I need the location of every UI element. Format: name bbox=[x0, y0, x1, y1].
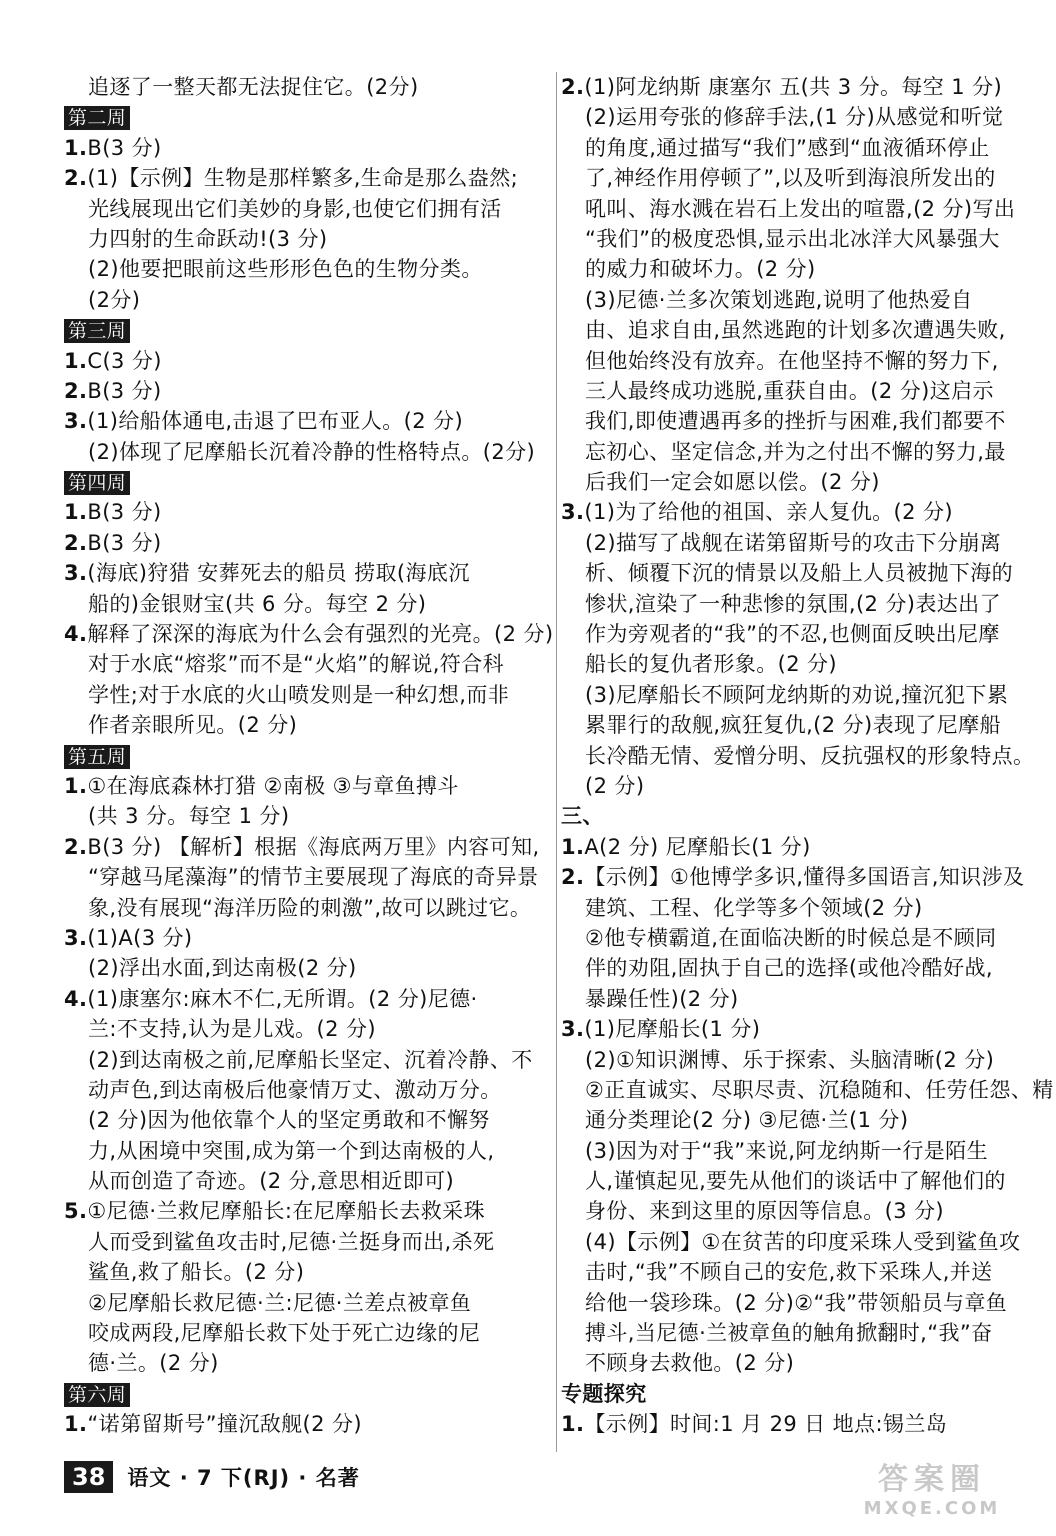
answer-text: 了,神经作用停顿了”,以及听到海浪所发出的 bbox=[585, 166, 996, 191]
answer-text: (2)到达南极之前,尼摩船长坚定、沉着冷静、不 bbox=[88, 1047, 533, 1072]
answer-text: B(3 分) bbox=[87, 135, 162, 160]
question-number: 1. bbox=[64, 348, 88, 373]
answer-text: 惨状,渲染了一种悲惨的氛围,(2 分)表达出了 bbox=[585, 591, 1001, 616]
answer-line bbox=[561, 1348, 1041, 1378]
answer-line bbox=[64, 923, 544, 953]
answer-line bbox=[561, 619, 1041, 649]
week-label: 第四周 bbox=[64, 471, 130, 495]
answer-line bbox=[561, 1166, 1041, 1196]
answer-text: ①在海底森林打猎 ②南极 ③与章鱼搏斗 bbox=[87, 773, 459, 798]
answer-text: 从而创造了奇迹。(2 分,意思相近即可) bbox=[88, 1169, 455, 1194]
answer-line bbox=[561, 254, 1041, 284]
answer-line bbox=[64, 224, 544, 254]
answer-text: ①尼德·兰救尼摩船长:在尼摩船长去救采珠 bbox=[87, 1199, 485, 1224]
answer-text: 学性;对于水底的火山喷发则是一种幻想,而非 bbox=[88, 682, 510, 707]
question-number: 1. bbox=[64, 500, 88, 525]
answer-text: 后我们一定会如愿以偿。(2 分) bbox=[585, 470, 880, 495]
answer-text: (2)他要把眼前这些形形色色的生物分类。 bbox=[88, 257, 483, 282]
week-heading bbox=[64, 467, 544, 497]
answer-line bbox=[64, 1257, 544, 1287]
answer-text: (3)尼摩船长不顾阿龙纳斯的劝说,撞沉犯下累 bbox=[585, 682, 1009, 707]
answer-line bbox=[64, 1196, 544, 1226]
answer-text: B(3 分) 【解析】根据《海底两万里》内容可知, bbox=[87, 834, 540, 859]
answer-text: 我们,即使遭遇再多的挫折与困难,我们都要不 bbox=[585, 409, 1006, 434]
right-column bbox=[556, 72, 1054, 1452]
answer-text: 通分类理论(2 分) ③尼德·兰(1 分) bbox=[585, 1108, 909, 1133]
answer-text: 咬成两段,尼摩船长救下处于死亡边缘的尼 bbox=[88, 1321, 481, 1346]
answer-text: (2)浮出水面,到达南极(2 分) bbox=[88, 956, 357, 981]
answer-line bbox=[561, 437, 1041, 467]
question-number: 3. bbox=[561, 1017, 585, 1042]
answer-text: (2 分) bbox=[585, 773, 645, 798]
answer-text: 对于水底“熔浆”而不是“火焰”的解说,符合科 bbox=[88, 652, 504, 677]
answer-line bbox=[64, 406, 544, 436]
answer-line bbox=[561, 346, 1041, 376]
answer-line bbox=[561, 315, 1041, 345]
answer-text: ②他专横霸道,在面临决断的时候总是不顾同 bbox=[585, 925, 997, 950]
answer-line bbox=[561, 72, 1041, 102]
question-number: 4. bbox=[64, 986, 88, 1011]
answer-text: 力四射的生命跃动!(3 分) bbox=[88, 226, 328, 251]
answer-text: 三人最终成功逃脱,重获自由。(2 分)这启示 bbox=[585, 378, 994, 403]
answer-line bbox=[561, 1196, 1041, 1226]
answer-line bbox=[561, 1318, 1041, 1348]
answer-text: 建筑、工程、化学等多个领域(2 分) bbox=[585, 895, 923, 920]
answer-line bbox=[64, 649, 544, 679]
answer-line bbox=[561, 497, 1041, 527]
section-heading: 专题探究 bbox=[561, 1381, 647, 1406]
answer-text: 作为旁观者的“我”的不忍,也侧面反映出尼摩 bbox=[585, 622, 1000, 647]
section-heading: 三、 bbox=[561, 804, 604, 829]
answer-line bbox=[64, 285, 544, 315]
week-heading bbox=[64, 315, 544, 345]
answer-line bbox=[64, 1045, 544, 1075]
question-number: 1. bbox=[561, 834, 585, 859]
answer-text: 人而受到鲨鱼攻击时,尼德·兰挺身而出,杀死 bbox=[88, 1229, 495, 1254]
answer-text: 【示例】时间:1 月 29 日 地点:锡兰岛 bbox=[584, 1412, 948, 1437]
page-footer bbox=[64, 1460, 360, 1494]
answer-line bbox=[561, 163, 1041, 193]
answer-line bbox=[64, 1014, 544, 1044]
answer-line bbox=[64, 1075, 544, 1105]
answer-line bbox=[561, 589, 1041, 619]
answer-line bbox=[64, 589, 544, 619]
answer-text: 鲨鱼,救了船长。(2 分) bbox=[88, 1260, 305, 1285]
watermark-logo bbox=[832, 1462, 1032, 1532]
answer-line bbox=[64, 1318, 544, 1348]
answer-text: 伴的劝阻,固执于自己的选择(或他冷酷好战, bbox=[585, 956, 993, 981]
answer-line bbox=[561, 1014, 1041, 1044]
answer-text: 象,没有展现“海洋历险的刺激”,故可以跳过它。 bbox=[88, 895, 532, 920]
question-number: 3. bbox=[561, 500, 585, 525]
answer-line bbox=[64, 1105, 544, 1135]
answer-line bbox=[561, 1105, 1041, 1135]
answer-text: (3)尼德·兰多次策划逃跑,说明了他热爱自 bbox=[585, 287, 973, 312]
answer-line bbox=[561, 224, 1041, 254]
answer-text: (2)运用夸张的修辞手法,(1 分)从感觉和听觉 bbox=[585, 105, 1004, 130]
answer-line bbox=[64, 710, 544, 740]
answer-text: (共 3 分。每空 1 分) bbox=[88, 804, 290, 829]
week-heading bbox=[64, 741, 544, 771]
left-column bbox=[64, 72, 554, 1440]
answer-line bbox=[561, 1075, 1054, 1105]
question-number: 1. bbox=[64, 773, 88, 798]
watermark-text: 答案圈 bbox=[878, 1462, 986, 1497]
answer-text: 解释了深深的海底为什么会有强烈的光亮。(2 分) bbox=[87, 622, 554, 647]
answer-text: “诺第留斯号”撞沉敌舰(2 分) bbox=[87, 1412, 362, 1437]
answer-text: 的威力和破坏力。(2 分) bbox=[585, 257, 816, 282]
answer-line bbox=[64, 254, 544, 284]
week-heading bbox=[64, 102, 544, 132]
answer-text: (1)阿龙纳斯 康塞尔 五(共 3 分。每空 1 分) bbox=[584, 75, 1003, 99]
answer-line bbox=[64, 194, 544, 224]
answer-text: 累罪行的敌舰,疯狂复仇,(2 分)表现了尼摩船 bbox=[585, 713, 1001, 738]
answer-line bbox=[561, 467, 1041, 497]
answer-line bbox=[64, 1288, 544, 1318]
answer-text: 长冷酷无情、爱憎分明、反抗强权的形象特点。 bbox=[585, 743, 1035, 768]
answer-line bbox=[561, 194, 1041, 224]
page-number: 38 bbox=[64, 1461, 113, 1493]
answer-line bbox=[64, 528, 544, 558]
answer-line bbox=[561, 376, 1041, 406]
answer-line bbox=[64, 497, 544, 527]
answer-text: (海底)狩猎 安葬死去的船员 捞取(海底沉 bbox=[87, 561, 470, 586]
answer-line bbox=[561, 771, 1041, 801]
answer-text: 击时,“我”不顾自己的安危,救下采珠人,并送 bbox=[585, 1260, 993, 1285]
answer-text: ②尼摩船长救尼德·兰:尼德·兰差点被章鱼 bbox=[88, 1290, 472, 1315]
answer-line bbox=[64, 1166, 544, 1196]
answer-text: (2)描写了战舰在诺第留斯号的攻击下分崩离 bbox=[585, 530, 1002, 555]
answer-text: (1)【示例】生物是那样繁多,生命是那么盎然; bbox=[87, 166, 519, 191]
answer-line bbox=[561, 285, 1041, 315]
answer-text: A(2 分) 尼摩船长(1 分) bbox=[584, 834, 811, 859]
answer-line bbox=[561, 406, 1041, 436]
answer-line bbox=[561, 862, 1041, 892]
question-number: 5. bbox=[64, 1199, 88, 1224]
answer-text: (2 分)因为他依靠个人的坚定勇敢和不懈努 bbox=[88, 1108, 490, 1133]
watermark-url: MXQE.COM bbox=[863, 1498, 1001, 1519]
answer-line bbox=[64, 376, 544, 406]
answer-text: (2分) bbox=[88, 287, 141, 312]
answer-text: (1)康塞尔:麻木不仁,无所谓。(2 分)尼德· bbox=[87, 986, 478, 1011]
answer-text: 【示例】①他博学多识,懂得多国语言,知识涉及 bbox=[584, 865, 1025, 890]
answer-line bbox=[561, 1227, 1041, 1257]
book-title: 语文 · 7 下(RJ) · 名著 bbox=[127, 1466, 360, 1490]
answer-line bbox=[64, 558, 544, 588]
week-label: 第三周 bbox=[64, 319, 130, 343]
answer-line bbox=[561, 528, 1041, 558]
answer-line bbox=[64, 862, 544, 892]
question-number: 1. bbox=[64, 135, 88, 160]
answer-text: C(3 分) bbox=[87, 348, 162, 373]
answer-line bbox=[561, 102, 1041, 132]
answer-text: 追逐了一整天都无法捉住它。(2分) bbox=[88, 75, 419, 99]
answer-line bbox=[64, 893, 544, 923]
answer-line bbox=[561, 923, 1041, 953]
answer-line bbox=[64, 619, 554, 649]
question-number: 4. bbox=[64, 622, 88, 647]
answer-line bbox=[64, 163, 544, 193]
question-number: 2. bbox=[561, 75, 585, 99]
question-number: 1. bbox=[561, 1412, 585, 1437]
answer-line bbox=[64, 953, 544, 983]
answer-line bbox=[561, 1257, 1041, 1287]
answer-line bbox=[64, 832, 544, 862]
answer-line bbox=[64, 1348, 544, 1378]
answer-line bbox=[64, 1409, 544, 1439]
answer-line bbox=[561, 558, 1041, 588]
answer-line bbox=[561, 984, 1041, 1014]
answer-line bbox=[64, 801, 544, 831]
question-number: 2. bbox=[64, 530, 88, 555]
answer-line bbox=[561, 1136, 1041, 1166]
answer-text: 兰:不支持,认为是儿戏。(2 分) bbox=[88, 1017, 376, 1042]
answer-line bbox=[561, 893, 1041, 923]
answer-text: 作者亲眼所见。(2 分) bbox=[88, 713, 298, 738]
answer-text: 船的)金银财宝(共 6 分。每空 2 分) bbox=[88, 591, 427, 616]
week-heading bbox=[64, 1379, 544, 1409]
answer-text: ②正直诚实、尽职尽责、沉稳随和、任劳任怨、精 bbox=[585, 1077, 1054, 1102]
answer-text: 析、倾覆下沉的情景以及船上人员被抛下海的 bbox=[585, 561, 1013, 586]
question-number: 1. bbox=[64, 1412, 88, 1437]
answer-line bbox=[64, 1227, 544, 1257]
answer-text: 吼叫、海水溅在岩石上发出的喧嚣,(2 分)写出 bbox=[585, 196, 1016, 221]
answer-text: 人,谨慎起见,要先从他们的谈话中了解他们的 bbox=[585, 1169, 1006, 1194]
answer-text: 动声色,到达南极后他豪情万丈、激动万分。 bbox=[88, 1077, 502, 1102]
question-number: 2. bbox=[64, 166, 88, 191]
answer-line bbox=[561, 741, 1041, 771]
answer-text: (1)给船体通电,击退了巴布亚人。(2 分) bbox=[87, 409, 464, 434]
answer-line bbox=[64, 133, 544, 163]
answer-line bbox=[64, 984, 544, 1014]
week-label: 第五周 bbox=[64, 745, 130, 769]
answer-text: 身份、来到这里的原因等信息。(3 分) bbox=[585, 1199, 945, 1224]
answer-line bbox=[561, 1409, 1041, 1439]
answer-line bbox=[561, 133, 1041, 163]
answer-line bbox=[64, 1136, 544, 1166]
answer-text: 的角度,通过描写“我们”感到“血液循环停止 bbox=[585, 135, 990, 160]
answer-text: B(3 分) bbox=[87, 378, 162, 403]
answer-text: 但他始终没有放弃。在他坚持不懈的努力下, bbox=[585, 348, 999, 373]
answer-text: “穿越马尾藻海”的情节主要展现了海底的奇异景 bbox=[88, 865, 539, 890]
answer-text: 力,从困境中突围,成为第一个到达南极的人, bbox=[88, 1138, 495, 1163]
answer-line bbox=[561, 710, 1041, 740]
answer-text: 暴躁任性)(2 分) bbox=[585, 986, 739, 1011]
answer-text: 搏斗,当尼德·兰被章鱼的触角掀翻时,“我”奋 bbox=[585, 1321, 993, 1346]
answer-line bbox=[561, 832, 1041, 862]
answer-text: (1)尼摩船长(1 分) bbox=[584, 1017, 761, 1042]
question-number: 2. bbox=[561, 865, 585, 890]
answer-line bbox=[561, 953, 1041, 983]
answer-text: (4)【示例】①在贫苦的印度采珠人受到鲨鱼攻 bbox=[585, 1229, 1021, 1254]
answer-text: 不顾身去救他。(2 分) bbox=[585, 1351, 795, 1376]
question-number: 3. bbox=[64, 409, 88, 434]
answer-text: (1)A(3 分) bbox=[87, 925, 193, 950]
answer-line bbox=[64, 680, 544, 710]
answer-line bbox=[561, 680, 1041, 710]
week-label: 第六周 bbox=[64, 1383, 130, 1407]
answer-text: “我们”的极度恐惧,显示出北冰洋大风暴强大 bbox=[585, 226, 1000, 251]
answer-line bbox=[64, 72, 544, 102]
answer-text: 给他一袋珍珠。(2 分)②“我”带领船员与章鱼 bbox=[585, 1290, 1008, 1315]
question-number: 2. bbox=[64, 378, 88, 403]
answer-text: 由、追求自由,虽然逃跑的计划多次遭遇失败, bbox=[585, 318, 1006, 343]
answer-text: (2)体现了尼摩船长沉着冷静的性格特点。(2分) bbox=[88, 439, 536, 464]
answer-text: 忘初心、坚定信念,并为之付出不懈的努力,最 bbox=[585, 439, 1006, 464]
answer-text: B(3 分) bbox=[87, 500, 162, 525]
answer-text: (2)①知识渊博、乐于探索、头脑清晰(2 分) bbox=[585, 1047, 995, 1072]
question-number: 2. bbox=[64, 834, 88, 859]
question-number: 3. bbox=[64, 925, 88, 950]
answer-line bbox=[64, 437, 544, 467]
answer-text: (3)因为对于“我”来说,阿龙纳斯一行是陌生 bbox=[585, 1138, 988, 1163]
answer-text: 德·兰。(2 分) bbox=[88, 1351, 219, 1376]
week-label: 第二周 bbox=[64, 106, 130, 130]
answer-text: (1)为了给他的祖国、亲人复仇。(2 分) bbox=[584, 500, 953, 525]
question-number: 3. bbox=[64, 561, 88, 586]
answer-line bbox=[561, 1288, 1041, 1318]
answer-text: 船长的复仇者形象。(2 分) bbox=[585, 652, 838, 677]
answer-text: 光线展现出它们美妙的身影,也使它们拥有活 bbox=[88, 196, 502, 221]
answer-line bbox=[64, 346, 544, 376]
answer-line bbox=[64, 771, 544, 801]
answer-line bbox=[561, 649, 1041, 679]
answer-text: B(3 分) bbox=[87, 530, 162, 555]
answer-line bbox=[561, 1045, 1041, 1075]
